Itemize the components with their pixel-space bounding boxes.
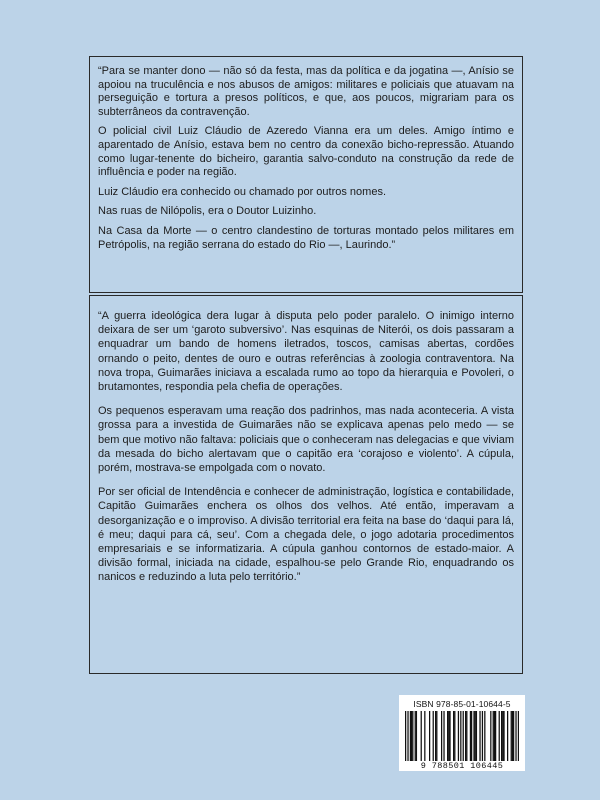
barcode-bar	[501, 711, 502, 761]
barcode-bar	[475, 711, 476, 761]
quote-paragraph: Luiz Cláudio era conhecido ou chamado por outros nomes.	[98, 185, 387, 198]
barcode-bar	[429, 711, 430, 761]
quote-paragraph: “Para se manter dono — não só da festa, mas da política e da jogatina —, Anísio se apoiou na truculência e nos abusos de amigos: militares e policiais que atuavam na perseguição e tortura a presos políticos, e que, aos poucos, migrariam para os subterrâneos da contravenção.	[98, 65, 514, 118]
barcode-bar	[502, 711, 503, 761]
barcode-bar	[511, 711, 512, 761]
barcode-bar	[490, 711, 491, 761]
barcode-bar	[449, 711, 450, 761]
quote-paragraph: Por ser oficial de Intendência e conhecer de administração, logística e contabilidade, Capitão Guimarães enchera os olhos dos velhos. Até então, imperavam a desorganização e o improviso. A divisão territorial era feita na base do ‘daqui para lá, é meu; daqui para cá, seu’. Com a chegada dele, o jogo adotaria procedimentos empresariais e se informatizaria. A cúpula ganhou contornos de estado-maior. A divisão formal, iniciada na cidade, espalhou-se pelo Grande Rio, enquadrando os nanicos e reduzindo a luta pelo território.”	[98, 486, 514, 584]
barcode-digits: 9 788501 106445	[420, 761, 504, 771]
barcode-bar	[412, 711, 413, 761]
quote-paragraph: O policial civil Luiz Cláudio de Azeredo Vianna era um deles. Amigo íntimo e aparentado de Anísio, estava bem no centro da conexão bicho-repressão. Atuando como lugar-tenente do bicheiro, garantia salvo-conduto na construção da rede de influência e poder na região.	[98, 125, 514, 179]
barcode-bar	[507, 711, 508, 761]
barcode-bar	[453, 711, 454, 761]
barcode-bar	[518, 711, 519, 761]
barcode-bar	[482, 711, 483, 761]
barcode-bar	[460, 711, 461, 761]
quote-paragraph: Nas ruas de Nilópolis, era o Doutor Luizinho.	[98, 205, 317, 218]
barcode-bar	[479, 711, 480, 761]
barcode-bar	[493, 711, 494, 761]
barcode-bar	[424, 711, 425, 761]
barcode-bar	[499, 711, 500, 761]
barcode-bar	[447, 711, 448, 761]
barcode-bar	[466, 711, 467, 761]
barcode-bar	[494, 711, 495, 761]
barcode-bar	[476, 711, 477, 761]
barcode-bar	[471, 711, 472, 761]
barcode-bar	[415, 711, 416, 761]
barcode-bar	[435, 711, 436, 761]
barcode-bar	[458, 711, 459, 761]
barcode-bar	[465, 711, 466, 761]
barcode-bar	[411, 711, 412, 761]
barcode-bar	[454, 711, 455, 761]
quote-paragraph: “A guerra ideológica dera lugar à disputa pelo poder paralelo. O inimigo interno deixara de ser um ‘garoto subversivo’. Nas esquinas de Niterói, os dois passaram a enquadrar um bando de homens iletrados, toscos, camisas abertas, cordões ornando o peito, dentes de ouro e outras referências à zoologia contraventora. Na nova tropa, Guimarães iniciava a escalada rumo ao topo da hierarquia e Povoleri, o brutamontes, respondia pela chefia de operações.	[98, 310, 514, 394]
barcode-bar	[470, 711, 471, 761]
quote-paragraph: Na Casa da Morte — o centro clandestino de torturas montado pelos militares em Petrópolis, na região serrana do estado do Rio —, Laurindo.”	[98, 224, 514, 251]
barcode-bar	[443, 711, 444, 761]
barcode-bar	[416, 711, 417, 761]
barcode-bar	[495, 711, 496, 761]
quote-paragraph: Os pequenos esperavam uma reação dos padrinhos, mas nada aconteceria. A vista grossa para a investida de Guimarães não se explicava apenas pelo medo — se bem que motivo não faltava: policiais que o conheceram nas delegacias e que viviam da mesada do bicho alertavam que o capitão era ‘corajoso e violento’. A cúpula, porém, mostrava-se empolgada com o novato.	[98, 405, 514, 475]
barcode-bar	[463, 711, 464, 761]
barcode-icon	[405, 711, 519, 761]
barcode-bar	[410, 711, 411, 761]
barcode-bar	[473, 711, 474, 761]
barcode-bar	[407, 711, 408, 761]
barcode-bar	[436, 711, 437, 761]
quote-box-top	[89, 56, 523, 293]
isbn-label: ISBN 978-85-01-10644-5	[413, 699, 511, 709]
barcode-bar	[513, 711, 514, 761]
barcode-bar	[405, 711, 406, 761]
isbn-barcode	[399, 695, 525, 771]
barcode-bar	[512, 711, 513, 761]
quote-box-bottom	[89, 295, 523, 674]
barcode-bar	[421, 711, 422, 761]
barcode-bar	[503, 711, 504, 761]
barcode-bar	[448, 711, 449, 761]
barcode-bar	[441, 711, 442, 761]
barcode-bar	[433, 711, 434, 761]
barcode-bar	[484, 711, 485, 761]
barcode-bar	[515, 711, 516, 761]
